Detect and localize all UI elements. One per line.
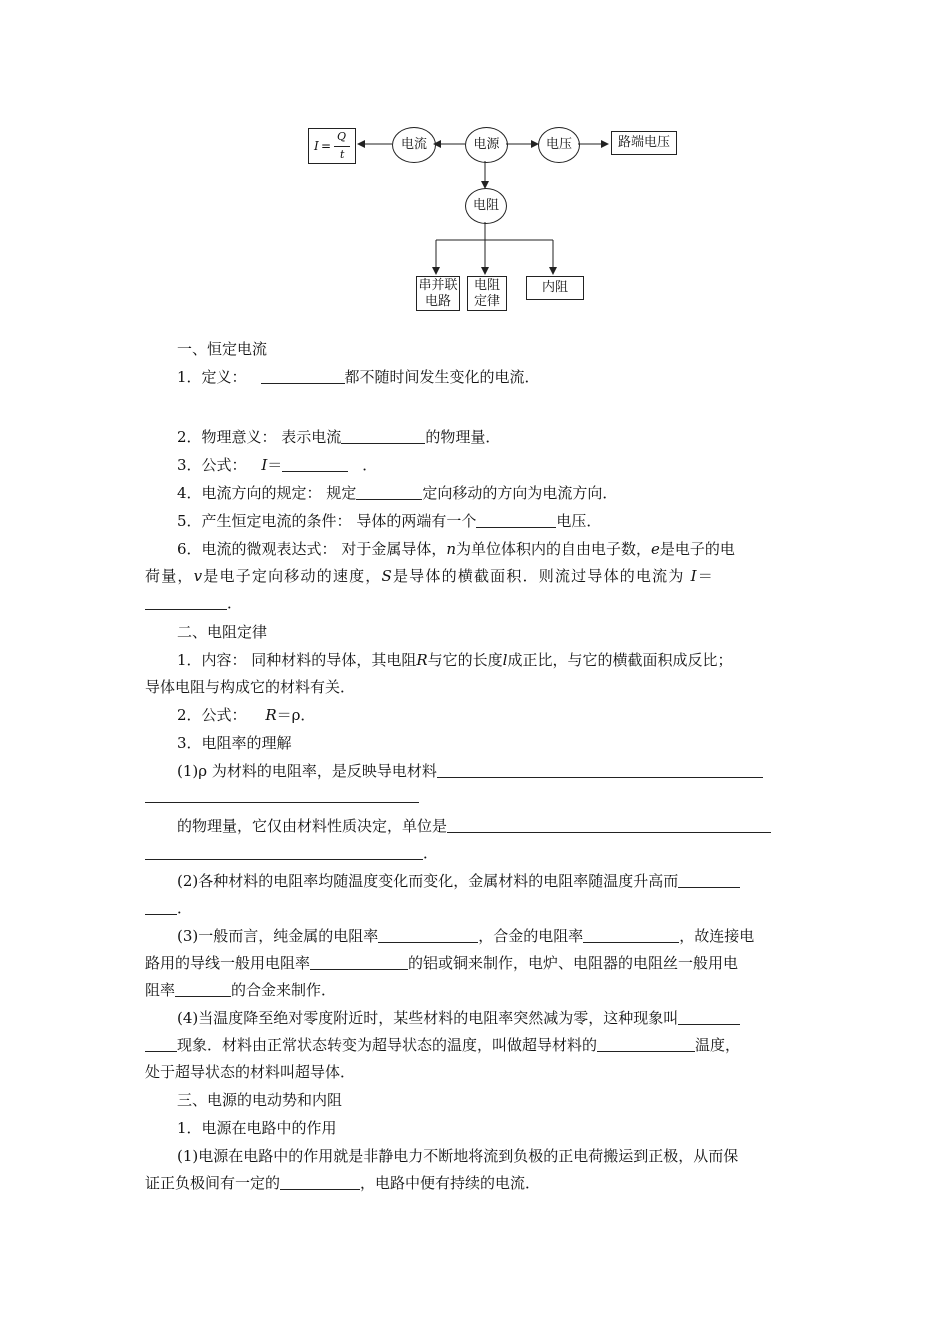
blank [175, 981, 231, 997]
blank [145, 1036, 177, 1052]
blank [476, 512, 556, 528]
blank [261, 368, 345, 384]
blank [145, 594, 227, 610]
blank [597, 1036, 695, 1052]
s1-item3 [177, 454, 377, 475]
s1-item6-line1 [177, 538, 735, 559]
var-i: I [690, 567, 698, 585]
node-series-parallel [416, 276, 460, 311]
s1-item2-label: 2．物理意义： 表示电流 [177, 428, 342, 446]
resistance-law-line1: 电阻 [473, 277, 500, 293]
text: 的合金来制作． [231, 981, 337, 999]
text: 2．公式： [177, 706, 252, 724]
text: 是电子定向移动的速度， [203, 567, 382, 585]
blank [583, 927, 679, 943]
s2-p1-line3 [145, 842, 438, 863]
blank [341, 428, 425, 444]
blank [378, 927, 478, 943]
s1-item2-text: 的物理量． [425, 428, 501, 446]
formula-box [308, 128, 356, 164]
s2-item2 [177, 704, 315, 725]
blank [282, 456, 348, 472]
s3-p1-line2 [145, 1172, 540, 1193]
formula-var: I [314, 139, 319, 153]
s1-item1-text: 都不随时间发生变化的电流． [344, 368, 540, 386]
blank [145, 844, 423, 860]
s2-p2-line2 [145, 897, 192, 918]
series-parallel-line2: 电路 [424, 293, 451, 309]
text: 路用的导线一般用电阻率 [145, 954, 311, 972]
text: 荷量， [145, 567, 194, 585]
s2-p1-line2 [177, 815, 771, 836]
text: 现象．材料由正常状态转变为超导状态的温度，叫做超导材料的 [177, 1036, 598, 1054]
node-internal-resistance: 内阻 [526, 276, 584, 300]
s1-item5-label: 5．产生恒定电流的条件： 导体的两端有一个 [177, 512, 477, 530]
text: 证正负极间有一定的 [145, 1174, 281, 1192]
blank [356, 484, 422, 500]
formula-denominator: t [340, 148, 345, 161]
s2-p3-line1 [177, 925, 754, 946]
text: 的物理量，它仅由材料性质决定，单位是 [177, 817, 448, 835]
blank [678, 1009, 740, 1025]
blank [437, 762, 763, 778]
s2-p3-line2 [145, 952, 738, 973]
s1-item5 [177, 510, 601, 531]
node-voltage: 电压 [538, 127, 580, 163]
var-n: n [446, 540, 456, 558]
text: 1．内容： 同种材料的导体，其电阻 [177, 651, 417, 669]
period: ． [227, 594, 243, 612]
formula-numerator: Q [337, 130, 347, 143]
formula-fraction-bar [334, 146, 350, 147]
s1-item1 [177, 366, 540, 387]
text: 是导体的横截面积．则流过导体的电流为 [392, 567, 691, 585]
text: ，故连接电 [679, 927, 755, 945]
s1-item6-line2 [145, 565, 714, 586]
s1-item6-line3 [145, 592, 242, 613]
s2-p2-line1 [177, 870, 740, 891]
s3-item1: 1．电源在电路中的作用 [177, 1119, 337, 1137]
s2-item1-line1 [177, 649, 732, 670]
node-current: 电流 [392, 127, 436, 163]
var-r: R [265, 706, 277, 724]
var-e: e [651, 540, 660, 558]
section3-title: 三、电源的电动势和内阻 [177, 1091, 343, 1109]
blank [145, 899, 177, 915]
resistance-law-line2: 定律 [473, 293, 500, 309]
blank [280, 1174, 360, 1190]
period: ． [423, 844, 439, 862]
var-i: I [261, 456, 268, 474]
text: 温度， [695, 1036, 741, 1054]
s2-item3: 3．电阻率的理解 [177, 734, 292, 752]
s2-p4-line3: 处于超导状态的材料叫超导体． [145, 1063, 356, 1081]
s1-item5-text: 电压． [556, 512, 602, 530]
formula-eq: = [321, 139, 332, 153]
s2-p4-line2 [145, 1034, 740, 1055]
text: 阻率 [145, 981, 176, 999]
section2-title: 二、电阻定律 [177, 623, 268, 641]
text: (2)各种材料的电阻率均随温度变化而变化，金属材料的电阻率随温度升高而 [177, 872, 679, 890]
s1-item4 [177, 482, 617, 503]
var-v: v [193, 567, 204, 585]
text: ＝ρ． [276, 706, 316, 724]
var-l: l [502, 651, 508, 669]
var-s: S [381, 567, 393, 585]
s1-item3-label: 3．公式： [177, 456, 252, 474]
s1-item2 [177, 426, 500, 447]
concept-diagram [300, 118, 720, 318]
text: (3)一般而言，纯金属的电阻率 [177, 927, 379, 945]
s2-p4-line1 [177, 1007, 740, 1028]
s1-item4-label: 4．电流方向的规定： 规定 [177, 484, 357, 502]
text: 与它的长度 [427, 651, 503, 669]
node-source: 电源 [465, 127, 508, 163]
text: (1)ρ 为材料的电阻率，是反映导电材料 [177, 762, 437, 780]
s2-p3-line3 [145, 979, 336, 1000]
period: ． [177, 899, 193, 917]
blank [447, 817, 771, 833]
equals: ＝ [697, 567, 714, 585]
text: 为单位体积内的自由电子数， [456, 540, 652, 558]
s3-p1-line1: (1)电源在电路中的作用就是非静电力不断地将流到负极的正电荷搬运到正极，从而保 [177, 1147, 739, 1165]
s1-item4-text: 定向移动的方向为电流方向． [422, 484, 618, 502]
blank [310, 954, 408, 970]
blank-line [145, 802, 419, 803]
s2-item1-line2: 导体电阻与构成它的材料有关． [145, 678, 356, 696]
node-terminal-voltage: 路端电压 [611, 131, 677, 155]
series-parallel-line1: 串并联 [418, 277, 458, 293]
text: (4)当温度降至绝对零度附近时，某些材料的电阻率突然减为零，这种现象叫 [177, 1009, 679, 1027]
node-resistance: 电阻 [465, 188, 507, 224]
text: 成正比，与它的横截面积成反比； [507, 651, 733, 669]
equals: ＝ [267, 456, 283, 474]
text: ，电路中便有持续的电流． [360, 1174, 541, 1192]
text: 6．电流的微观表达式： 对于金属导体， [177, 540, 447, 558]
s1-item1-label: 1．定义： [177, 368, 247, 386]
node-resistance-law [467, 276, 507, 311]
text: 是电子的电 [659, 540, 735, 558]
s2-p1-line1 [177, 760, 763, 781]
blank [678, 872, 740, 888]
text: ，合金的电阻率 [478, 927, 584, 945]
section1-title: 一、恒定电流 [177, 340, 268, 358]
text: 的铝或铜来制作，电炉、电阻器的电阻丝一般用电 [408, 954, 739, 972]
period: ． [362, 456, 378, 474]
var-r: R [416, 651, 428, 669]
